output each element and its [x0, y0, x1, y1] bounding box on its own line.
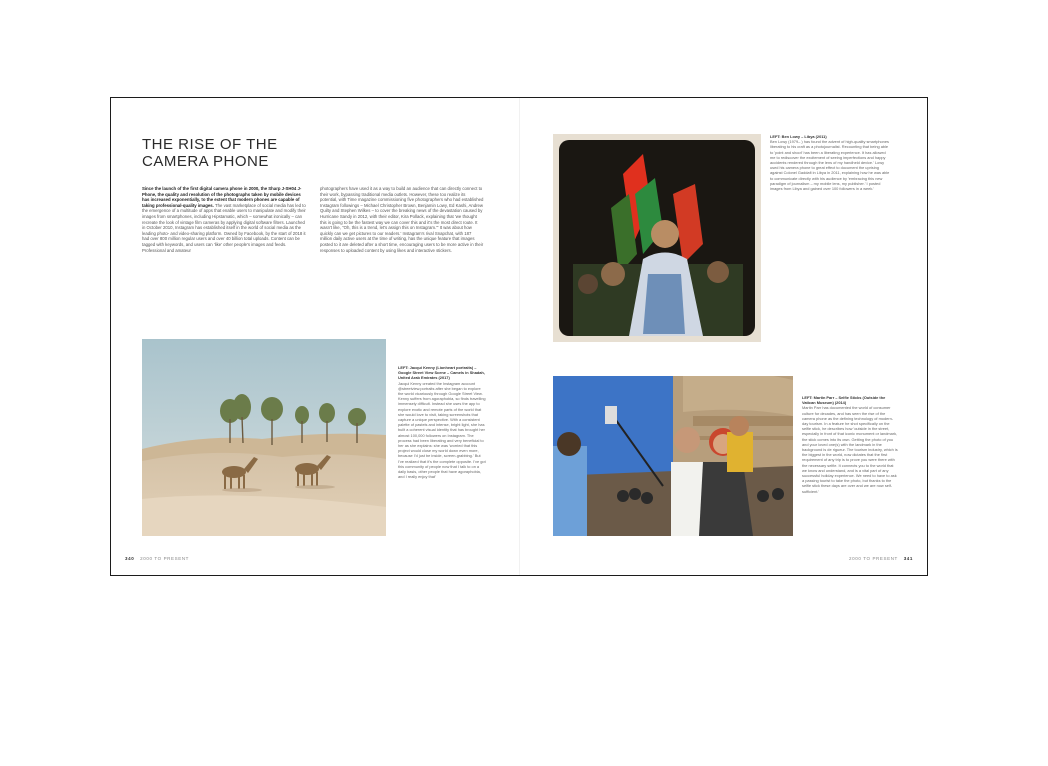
folio-right: [849, 556, 917, 561]
libya-caption: [770, 134, 892, 191]
lead-paragraph: Since the launch of the first digital camera phone in 2000, the Sharp J-SH04 J-Phone, the quality and resolution of the photographs taken by mobile devices has increased exponentially, to the extent that modern phones are capable of taking professional-quality images.: [142, 186, 302, 208]
libya-photo: [553, 134, 761, 342]
page-number: 340: [125, 556, 135, 561]
gutter: [519, 98, 520, 575]
body-column-2: photographers have used it as a way to build an audience that can directly connect to their work, bypassing traditional media outlets. However, these too realize its potential, with Time magazine commissioning five photographers who had established Instagram followings – Michael Christopher Brown, Benjamin Lowy, Ed Kashi, Andrew Quilty and Stephen Wilkes – to cover the breaking news of the devastation caused by Hurricane Sandy in 2012, with their editor, Kira Pollack, explaining that 'we thought this is going to be the fastest way we can cover this and it's the most direct route. It wasn't like, "Oh, this is a trend, let's assign this on Instagram."' It was about how quickly can we get pictures to our readers.' Instagram's rival Snapchat, with 187 million daily active users at the time of writing, has the unique feature that images posted to it are deleted after a short time, encouraging users to be more active in their responses to uploaded content by using likes and interactive stickers.: [320, 186, 484, 253]
title-line-1: THE RISE OF THE: [142, 136, 278, 153]
page-number: 341: [903, 556, 913, 561]
caption-title: LEFT: Ben Lowy – Libya (2011): [770, 134, 827, 139]
caption-title: LEFT: Jacqui Kenny (Lionheart portraits) – Google Street View Scene – Camels in Shadah, United Arab Emirates (2017): [398, 365, 485, 381]
caption-body: Jacqui Kenny created the Instagram account @streetview.portraits after she began to explore the world vicariously through Google Street View. Kenny suffers from agoraphobia, so finds travelling immensely difficult. Instead she uses the app to explore exotic and remote parts of the world that she would love to visit, taking screenshots that capture a unique perspective. With a consistent palette of pastels and intense, bright light, she has built a coherent visual identity that has brought her almost 100,000 followers on Instagram. The process had been liberating and very beneficial to her as she explains: she was 'worried that this project would close my world down even more, because I'd just be inside, screen-grabbing.' But I've realized that it's the complete opposite. I've got this community of people now that I talk to on a daily basis, other people that have agoraphobia, and I really enjoy that': [398, 380, 486, 480]
book-spread: [110, 97, 928, 576]
folio-left: [121, 556, 189, 561]
caption-body: Martin Parr has documented the world of consumer culture for decades, and has seen the rise of the camera phone as the defining technology of modern-day tourism. In a feature he shot specifically on the selfie stick, he describes how 'outside in the street, especially in front of that iconic monument or landmark, the stick comes into its own. Getting the photo of you and your loved one(s) with the landmark in the background is de rigueur. The tourism industry, which is the biggest in the world, now dictates that the first requirement of any trip is to prove you were there with the necessary selfie. It connects you to the world that we know and understand, and is a vital part of any successful holiday experience. We need to have to ask a passing tourist to take the photo, but thanks to the selfie stick these days are over and we are now self-sufficient.': [802, 405, 898, 494]
column-1-text: The vast marketplace of social media has led to the emergence of a multitude of apps that enable users to manipulate and modify their images from smartphones, including Hipstamatic, which – somewhat ironically – can recreate the look of vintage film cameras by applying digital software filters. Launched in October 2010, Instagram has established itself in the world of social media as the leading photo- and video-sharing platform. Owned by Facebook, by the start of 2018 it had over 800 million regular users and over 40 billion total uploads. Content can be tagged with keywords, and users can 'like' other people's images and feeds. Professional and amateur: [142, 202, 306, 253]
selfie-caption: [802, 395, 898, 494]
libya-crowd-illustration: [553, 134, 761, 342]
section-label: 2000 TO PRESENT: [140, 556, 190, 561]
camels-desert-photo: [142, 339, 386, 536]
body-column-1: [142, 186, 306, 253]
caption-body: Ben Lowy (1979– ) has found the advent of high-quality smartphones liberating to his craft as a photojournalist. Recounting that being able to 'point and shoot' has been a liberating experience. It has allowed me to rediscover the excitement of seeing imperfections and happy accidents rendered through the lens of my handheld device.' Lowy used his camera phone to great effect to document the uprising against Colonel Gaddafi in Libya in 2011, explaining how he was able to communicate directly with his audience by 'embracing this new paradigm of journalism – my mobile lens, my publisher.' I posted images from Libya and gained over 100 followers in a week.': [770, 139, 890, 192]
section-label: 2000 TO PRESENT: [849, 556, 898, 561]
page-title: [142, 136, 402, 170]
camels-desert-illustration: [142, 339, 386, 536]
vatican-selfie-illustration: [553, 376, 793, 536]
title-line-2: CAMERA PHONE: [142, 153, 269, 170]
camels-caption: [398, 365, 486, 479]
selfie-sticks-photo: [553, 376, 793, 536]
caption-title: LEFT: Martin Parr – Selfie Sticks (Outside the Vatican Museum) (2014): [802, 395, 886, 406]
